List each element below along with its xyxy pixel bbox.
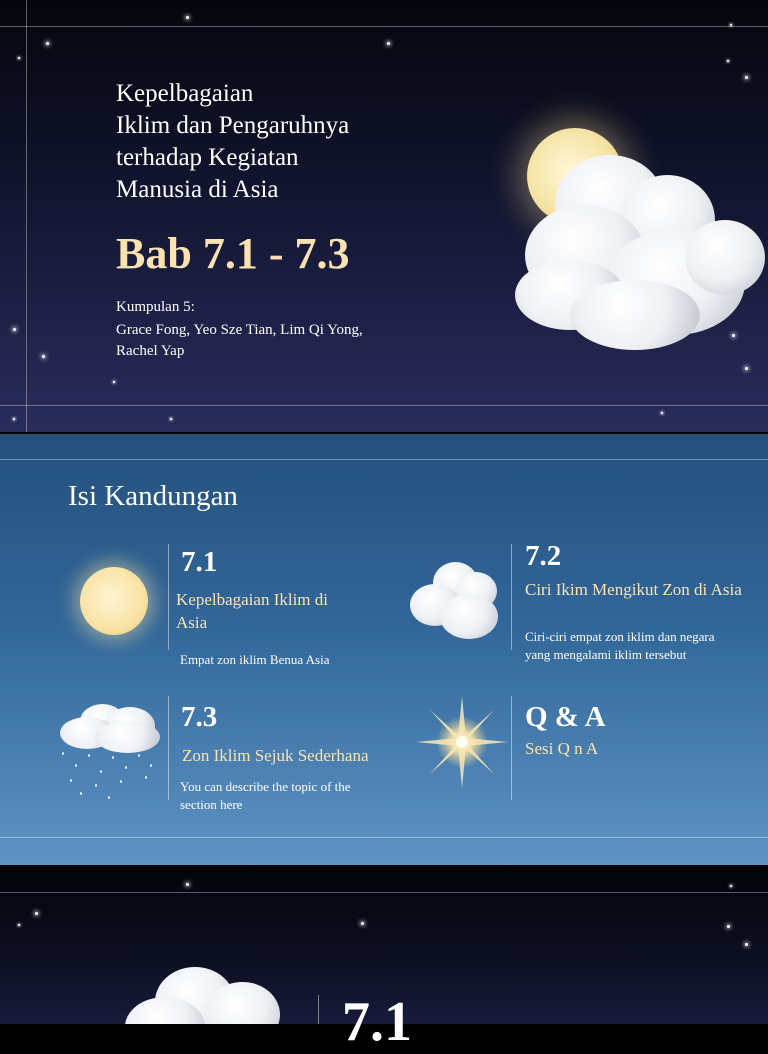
item-heading: Kepelbagaian Iklim di Asia — [176, 590, 329, 632]
group-label: Kumpulan 5: — [116, 299, 195, 315]
item-number: 7.1 — [181, 546, 218, 578]
star-icon — [745, 76, 748, 79]
snow-cloud-icon — [55, 699, 165, 759]
contents-slide — [0, 434, 768, 865]
star-icon — [35, 912, 38, 915]
snowflake-icon — [100, 770, 102, 773]
title-line: Iklim dan Pengaruhnya — [116, 112, 350, 139]
star-icon — [18, 57, 20, 59]
star-icon — [361, 922, 364, 925]
item-divider — [511, 696, 512, 800]
star-icon — [113, 381, 115, 383]
title-line: Manusia di Asia — [116, 176, 279, 203]
chapter-range: Bab 7.1 - 7.3 — [116, 229, 350, 278]
snowflake-icon — [138, 754, 140, 757]
cloud-icon — [405, 554, 505, 644]
section-divider — [318, 995, 319, 1024]
presentation-title — [116, 78, 446, 206]
snowflake-icon — [108, 796, 110, 799]
title-line: Kepelbagaian — [116, 80, 254, 107]
cloud-icon — [515, 150, 768, 355]
star-icon — [745, 367, 748, 370]
item-description: Empat zon iklim Benua Asia — [180, 652, 330, 667]
snowflake-icon — [70, 779, 72, 782]
title-line: terhadap Kegiatan — [116, 144, 299, 171]
star-icon — [18, 924, 20, 926]
item-number: 7.3 — [181, 701, 218, 733]
star-icon — [46, 42, 49, 45]
item-heading: Zon Iklim Sejuk Sederhana — [182, 746, 369, 765]
section-title: Isi Kandungan — [68, 480, 238, 512]
item-heading: Sesi Q n A — [525, 739, 599, 758]
snowflake-icon — [125, 766, 127, 769]
item-divider — [168, 544, 169, 650]
frame-line-bottom — [0, 405, 768, 406]
sparkle-icon — [414, 694, 510, 790]
star-icon — [186, 883, 189, 886]
snowflake-icon — [80, 792, 82, 795]
star-icon — [661, 412, 663, 414]
star-icon — [730, 24, 732, 26]
cloud-icon — [125, 967, 305, 1024]
star-icon — [387, 42, 390, 45]
item-description: You can describe the topic of the section here — [180, 779, 351, 812]
frame-line-top — [0, 892, 768, 893]
frame-line-top — [0, 26, 768, 27]
item-number: 7.2 — [525, 540, 562, 572]
item-divider — [168, 696, 169, 800]
star-icon — [727, 925, 730, 928]
frame-line-bottom — [0, 837, 768, 838]
star-icon — [42, 355, 45, 358]
star-icon — [13, 418, 15, 420]
title-slide — [0, 0, 768, 432]
sun-icon — [80, 567, 148, 635]
star-icon — [170, 418, 172, 420]
item-divider — [511, 544, 512, 650]
snowflake-icon — [150, 764, 152, 767]
star-icon — [727, 60, 729, 62]
item-number: Q & A — [525, 701, 606, 733]
snowflake-icon — [120, 780, 122, 783]
star-icon — [730, 885, 732, 887]
snowflake-icon — [112, 756, 114, 759]
snowflake-icon — [95, 784, 97, 787]
snowflake-icon — [88, 754, 90, 757]
snowflake-icon — [62, 752, 64, 755]
star-icon — [745, 943, 748, 946]
star-icon — [13, 328, 16, 331]
snowflake-icon — [145, 776, 147, 779]
frame-line-top — [0, 459, 768, 460]
group-members: Grace Fong, Yeo Sze Tian, Lim Qi Yong, Rachel Yap — [116, 322, 363, 359]
snowflake-icon — [75, 764, 77, 767]
section-number: 7.1 — [342, 991, 412, 1053]
item-description: Ciri-ciri empat zon iklim dan negara yang mengalami iklim tersebut — [525, 629, 715, 662]
frame-line-left — [26, 0, 27, 432]
item-heading: Ciri Ikim Mengikut Zon di Asia — [525, 580, 742, 599]
star-icon — [186, 16, 189, 19]
